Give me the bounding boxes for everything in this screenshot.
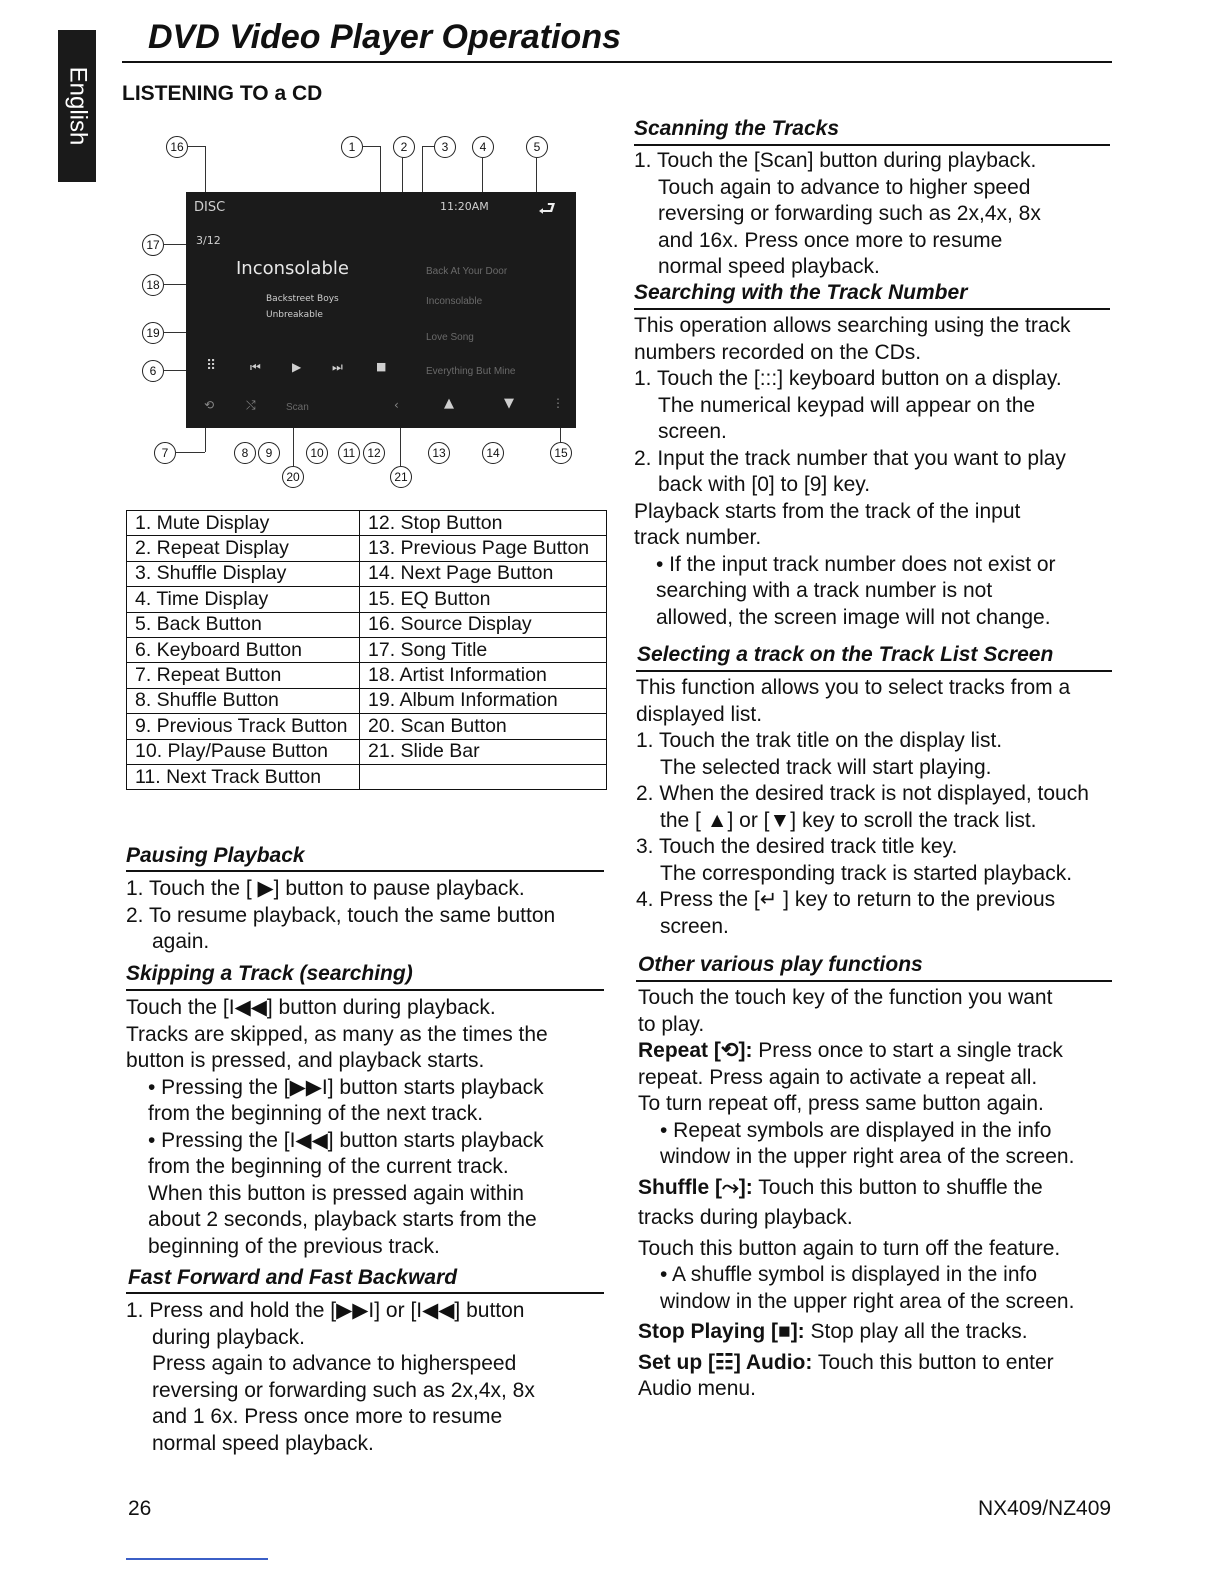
legend-cell: 4. Time Display [127, 587, 360, 612]
text-line: Touch this button again to turn off the feature. [638, 1236, 1061, 1260]
legend-cell: 19. Album Information [360, 688, 607, 713]
leader-line [362, 146, 380, 147]
text-line: again. [152, 930, 210, 953]
next-track-icon: ⏭ [332, 360, 343, 374]
legend-cell: 7. Repeat Button [127, 663, 360, 688]
leader-line [205, 428, 206, 452]
callout-1: 1 [341, 136, 363, 158]
scanning-text [634, 148, 1041, 281]
text-line: button is pressed, and playback starts. [126, 1049, 485, 1072]
text-line: tracks during playback. [638, 1206, 853, 1229]
leader-line [380, 146, 381, 192]
text-line: screen. [658, 420, 727, 443]
legend-cell: 17. Song Title [360, 637, 607, 662]
leader-line [163, 244, 186, 245]
heading-rule [634, 144, 1110, 146]
text-line: reversing or forwarding such as 2x,4x, 8x [152, 1378, 535, 1402]
leader-line [422, 146, 434, 147]
text-line: window in the upper right area of the screen. [660, 1145, 1075, 1168]
list-item: Everything But Mine [426, 366, 516, 377]
album-display: Unbreakable [266, 310, 323, 320]
leader-line [482, 157, 483, 192]
text-line: track number. [634, 526, 762, 549]
text-line: Press again to advance to higherspeed [152, 1352, 517, 1375]
model-number: NX409/NZ409 [978, 1497, 1112, 1520]
legend-cell: 1. Mute Display [127, 511, 360, 536]
text-line: • If the input track number does not exist or [656, 552, 1056, 576]
callout-18: 18 [142, 274, 164, 296]
other-text [638, 985, 1074, 1403]
callout-3: 3 [434, 136, 456, 158]
legend-row [127, 612, 607, 637]
legend-cell: 12. Stop Button [360, 511, 607, 536]
legend-cell: 2. Repeat Display [127, 536, 360, 561]
fastforward-text [126, 1298, 535, 1457]
text-line: 1. Touch the trak title on the display list. [636, 729, 1003, 752]
text-line: Audio menu. [638, 1377, 756, 1400]
legend-row [127, 536, 607, 561]
callout-4: 4 [472, 136, 494, 158]
text-line: numbers recorded on the CDs. [634, 340, 922, 364]
callout-5: 5 [526, 136, 548, 158]
scan-button-label: Scan [286, 402, 309, 413]
text-line: 4. Press the [↵ ] key to return to the previous [636, 888, 1056, 911]
text-line: beginning of the previous track. [148, 1234, 440, 1258]
legend-cell: 15. EQ Button [360, 587, 607, 612]
text-line: Touch this button to enter [812, 1350, 1054, 1374]
legend-cell: 10. Play/Pause Button [127, 739, 360, 764]
eq-icon: ⋮ [552, 396, 564, 410]
callout-15: 15 [550, 442, 572, 464]
play-icon: ▶ [292, 360, 302, 374]
page-title: DVD Video Player Operations [148, 18, 621, 56]
text-line: • Pressing the [▶▶I] button starts playback [148, 1075, 544, 1099]
legend-row [127, 739, 607, 764]
callout-20: 20 [282, 466, 304, 488]
leader-line [187, 146, 205, 147]
leader-line [536, 157, 537, 192]
text-line: Touch again to advance to higher speed [658, 175, 1031, 199]
legend-cell: 13. Previous Page Button [360, 536, 607, 561]
legend-row [127, 663, 607, 688]
fastforward-heading: Fast Forward and Fast Backward [128, 1266, 458, 1289]
page-number: 26 [128, 1497, 152, 1520]
text-line: The selected track will start playing. [660, 755, 992, 779]
text-line: displayed list. [636, 702, 763, 726]
legend-cell: 6. Keyboard Button [127, 637, 360, 662]
track-counter: 3/12 [196, 234, 221, 247]
searching-heading: Searching with the Track Number [634, 281, 968, 304]
pausing-text [126, 876, 555, 956]
legend-cell: 16. Source Display [360, 612, 607, 637]
callout-9: 9 [258, 442, 280, 464]
legend-row [127, 714, 607, 739]
shuffle-line [638, 1175, 1074, 1202]
leader-line [163, 284, 186, 285]
heading-rule [126, 989, 604, 991]
text-line: window in the upper right area of the screen. [660, 1289, 1075, 1313]
artist-display: Backstreet Boys [266, 294, 339, 304]
text-line: Tracks are skipped, as many as the times the [126, 1022, 548, 1046]
stop-label: Stop Playing [■]: [638, 1320, 805, 1343]
text-line: Press once to start a single track [752, 1039, 1063, 1062]
stop-icon: ■ [376, 360, 387, 373]
text-line: back with [0] to [9] key. [658, 473, 871, 496]
section-heading: LISTENING TO a CD [122, 82, 323, 105]
leader-line [293, 428, 294, 466]
text-line: 1. Touch the [ ▶] button to pause playback. [126, 877, 525, 900]
legend-cell: 21. Slide Bar [360, 739, 607, 764]
shuffle-label: Shuffle [⤳]: [638, 1175, 753, 1199]
text-line: 3. Touch the desired track title key. [636, 835, 958, 858]
heading-rule [126, 1292, 604, 1294]
text-line: 2. Input the track number that you want to play [634, 446, 1066, 470]
text-line: Touch this button to shuffle the [752, 1175, 1043, 1199]
text-line: screen. [660, 914, 729, 938]
title-rule [122, 61, 1112, 63]
language-tab-label: English [64, 66, 91, 146]
text-line: The numerical keypad will appear on the [658, 393, 1036, 417]
previous-track-icon: ⏮ [250, 360, 261, 374]
setup-line [638, 1350, 1074, 1377]
shuffle-icon: ⤭ [246, 398, 256, 412]
text-line: When this button is pressed again within [148, 1181, 524, 1205]
source-display: DISC [194, 200, 226, 215]
legend-cell: 20. Scan Button [360, 714, 607, 739]
legend-row [127, 587, 607, 612]
legend-cell: 9. Previous Track Button [127, 714, 360, 739]
callout-12: 12 [363, 442, 385, 464]
text-line: • Pressing the [I◀◀] button starts playback [148, 1128, 544, 1152]
legend-cell [360, 764, 607, 789]
legend-cell: 3. Shuffle Display [127, 561, 360, 586]
callout-7: 7 [154, 442, 176, 464]
callout-19: 19 [142, 322, 164, 344]
language-tab [58, 30, 96, 182]
legend-row [127, 688, 607, 713]
heading-rule [636, 980, 1112, 982]
keyboard-icon: ⠿ [206, 358, 217, 374]
footer-rule [126, 1558, 268, 1560]
skipping-heading: Skipping a Track (searching) [126, 962, 413, 985]
callout-8: 8 [234, 442, 256, 464]
setup-label: Set up [☷] Audio: [638, 1350, 813, 1374]
text-line: normal speed playback. [152, 1431, 374, 1455]
callout-6: 6 [142, 360, 164, 382]
text-line: reversing or forwarding such as 2x,4x, 8x [658, 202, 1041, 225]
callout-16: 16 [166, 136, 188, 158]
pausing-heading: Pausing Playback [126, 844, 305, 867]
leader-line [163, 370, 186, 371]
list-item: Back At Your Door [426, 266, 508, 277]
previous-page-icon: ▲ [444, 396, 454, 411]
other-heading: Other various play functions [638, 953, 923, 976]
text-line: about 2 seconds, playback starts from the [148, 1208, 537, 1231]
text-line: 1. Touch the [:::] keyboard button on a display. [634, 367, 1062, 390]
callout-10: 10 [306, 442, 328, 464]
text-line: 1. Touch the [Scan] button during playback. [634, 149, 1037, 172]
callout-14: 14 [482, 442, 504, 464]
text-line: To turn repeat off, press same button again. [638, 1092, 1044, 1115]
skipping-text [126, 995, 548, 1260]
text-line: and 16x. Press once more to resume [658, 228, 1003, 252]
text-line: normal speed playback. [658, 255, 880, 278]
time-display: 11:20AM [440, 200, 489, 213]
leader-line [422, 146, 423, 192]
scanning-heading: Scanning the Tracks [634, 117, 840, 140]
callout-13: 13 [428, 442, 450, 464]
back-icon: ⮐ [538, 196, 556, 220]
legend-row [127, 637, 607, 662]
legend-cell: 11. Next Track Button [127, 764, 360, 789]
cd-player-screen [186, 192, 576, 428]
selecting-text [636, 675, 1089, 940]
heading-rule [126, 870, 604, 872]
text-line: searching with a track number is not [656, 579, 993, 602]
callout-2: 2 [393, 136, 415, 158]
legend-cell: 14. Next Page Button [360, 561, 607, 586]
legend-row [127, 511, 607, 536]
heading-rule [634, 308, 1110, 310]
heading-rule [636, 670, 1112, 672]
text-line: to play. [638, 1012, 705, 1036]
text-line: 2. To resume playback, touch the same button [126, 903, 556, 927]
text-line: • A shuffle symbol is displayed in the info [660, 1263, 1038, 1286]
text-line: This function allows you to select tracks from a [636, 676, 1071, 699]
repeat-label: Repeat [⟲]: [638, 1039, 753, 1062]
text-line: and 1 6x. Press once more to resume [152, 1405, 503, 1428]
text-line: during playback. [152, 1325, 305, 1349]
text-line: allowed, the screen image will not change. [656, 605, 1051, 629]
list-item: Inconsolable [426, 296, 483, 307]
legend-cell: 18. Artist Information [360, 663, 607, 688]
leader-line [560, 428, 561, 442]
next-page-icon: ▼ [504, 396, 514, 411]
stop-line [638, 1319, 1074, 1346]
leader-line [205, 146, 206, 192]
leader-line [400, 428, 401, 466]
leader-line [163, 332, 186, 333]
text-line: Playback starts from the track of the input [634, 499, 1021, 523]
callout-legend-table [126, 510, 607, 790]
slide-bar-icon: ‹ [394, 398, 399, 412]
legend-row [127, 561, 607, 586]
legend-cell: 8. Shuffle Button [127, 688, 360, 713]
text-line: This operation allows searching using the track [634, 314, 1071, 337]
callout-21: 21 [390, 466, 412, 488]
leader-line [175, 452, 205, 453]
song-title-display: Inconsolable [236, 258, 349, 279]
text-line: 2. When the desired track is not displayed, touch [636, 782, 1089, 805]
text-line: from the beginning of the current track. [148, 1155, 509, 1178]
legend-cell: 5. Back Button [127, 612, 360, 637]
searching-text [634, 313, 1071, 631]
leader-line [402, 157, 403, 192]
text-line: • Repeat symbols are displayed in the info [660, 1118, 1052, 1142]
text-line: Touch the [I◀◀] button during playback. [126, 996, 496, 1019]
text-line: the [ ▲] or [▼] key to scroll the track list. [660, 808, 1037, 832]
repeat-line [638, 1038, 1074, 1065]
callout-17: 17 [142, 234, 164, 256]
text-line: Stop play all the tracks. [804, 1320, 1028, 1343]
repeat-icon: ⟲ [204, 398, 215, 412]
list-item: Love Song [426, 332, 474, 343]
legend-row [127, 764, 607, 789]
callout-11: 11 [338, 442, 360, 464]
text-line: Touch the touch key of the function you want [638, 986, 1053, 1009]
text-line: 1. Press and hold the [▶▶I] or [I◀◀] button [126, 1299, 525, 1322]
text-line: from the beginning of the next track. [148, 1102, 484, 1125]
text-line: The corresponding track is started playback. [660, 861, 1073, 885]
text-line: repeat. Press again to activate a repeat all. [638, 1065, 1038, 1089]
selecting-heading: Selecting a track on the Track List Screen [637, 643, 1054, 666]
